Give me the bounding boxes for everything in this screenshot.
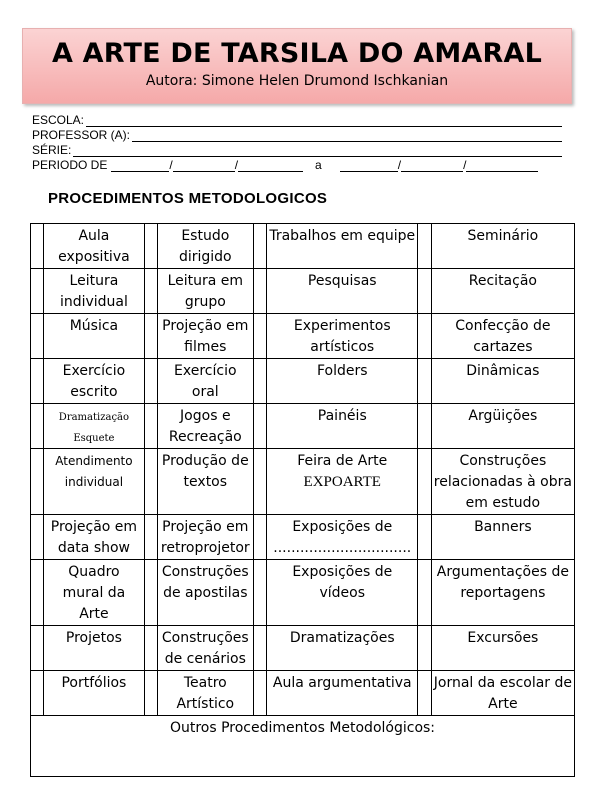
procedure-label: Exposições de ............................... [273,519,412,556]
procedure-label: Quadro mural da Arte [62,564,126,622]
procedure-cell [44,314,144,359]
checkbox-cell[interactable] [253,671,266,716]
procedure-cell [44,359,144,404]
checkbox-cell[interactable] [144,314,157,359]
checkbox-cell[interactable] [418,269,431,314]
expoarte-label: EXPOARTE [303,474,381,490]
procedure-cell [267,560,418,626]
serie-label: SÉRIE: [32,143,72,157]
procedure-label: Trabalhos em equipe [269,228,416,244]
checkbox-cell[interactable] [418,314,431,359]
checkbox-cell[interactable] [418,359,431,404]
checkbox-cell[interactable] [418,449,431,515]
procedure-cell [157,314,253,359]
procedure-label: Estudo dirigido [178,228,232,265]
procedure-cell [157,359,253,404]
procedure-label: Dramatização Esquete [58,412,130,444]
checkbox-cell[interactable] [31,515,44,560]
escola-field[interactable] [86,115,562,127]
procedure-label: Projeção em filmes [162,318,249,355]
table-row [31,224,575,269]
checkbox-cell[interactable] [253,269,266,314]
checkbox-cell[interactable] [253,404,266,449]
checkbox-cell[interactable] [144,515,157,560]
procedure-label: Confecção de cartazes [455,318,551,355]
procedure-cell [267,224,418,269]
periodo-a: a [315,158,322,172]
slash: / [234,158,239,172]
procedure-label: Projeção em retroprojetor [160,519,250,556]
procedure-label: Jogos e Recreação [168,408,242,445]
checkbox-cell[interactable] [144,560,157,626]
procedure-label: Teatro Artístico [176,675,235,712]
escola-label: ESCOLA: [32,113,85,127]
procedure-cell [431,449,574,515]
section-title: PROCEDIMENTOS METODOLOGICOS [48,190,328,207]
procedure-cell [431,671,574,716]
checkbox-cell[interactable] [144,404,157,449]
checkbox-cell[interactable] [418,626,431,671]
checkbox-cell[interactable] [144,626,157,671]
periodo-start-month[interactable] [173,160,235,172]
checkbox-cell[interactable] [31,671,44,716]
procedure-cell [267,626,418,671]
procedure-cell [44,626,144,671]
checkbox-cell[interactable] [31,224,44,269]
procedure-label: Aula expositiva [58,228,130,265]
procedure-label: Leitura em grupo [167,273,244,310]
procedure-label: Aula argumentativa [272,675,412,691]
slash: / [463,158,467,172]
periodo-row [32,157,562,172]
procedure-cell [157,224,253,269]
procedure-label: Excursões [467,630,539,646]
procedure-cell [157,671,253,716]
procedure-label: Projeção em data show [50,519,138,556]
procedure-cell [431,404,574,449]
checkbox-cell[interactable] [253,560,266,626]
checkbox-cell[interactable] [31,560,44,626]
checkbox-cell[interactable] [144,449,157,515]
procedure-cell [44,515,144,560]
procedure-label: Portfólios [61,675,127,691]
table-row [31,515,575,560]
table-row [31,449,575,515]
periodo-end-year[interactable] [466,160,538,172]
procedure-cell [157,269,253,314]
procedure-label: Feira de Arte [297,453,388,469]
procedure-cell [44,671,144,716]
procedure-cell [267,671,418,716]
periodo-end-day[interactable] [340,160,398,172]
checkbox-cell[interactable] [31,404,44,449]
professor-label: PROFESSOR (A): [32,128,131,142]
procedure-label: Atendimento individual [55,454,133,489]
procedure-label: Projetos [65,630,122,646]
professor-field[interactable] [132,130,562,142]
procedure-cell [157,560,253,626]
procedure-cell [431,314,574,359]
procedure-label: Dinâmicas [466,363,540,379]
serie-field[interactable] [73,145,562,157]
procedure-label: Leitura individual [59,273,128,310]
procedure-cell [431,560,574,626]
form-fields [32,112,562,172]
procedure-cell [267,359,418,404]
checkbox-cell[interactable] [253,626,266,671]
table-row [31,560,575,626]
title-banner [22,28,572,104]
procedure-cell [267,314,418,359]
procedure-label: Argüições [468,408,538,424]
outros-label: Outros Procedimentos Metodológicos: [169,720,436,736]
table-row [31,671,575,716]
procedure-label: Jornal da escolar de Arte [433,675,573,712]
table-row [31,314,575,359]
outros-procedimentos[interactable] [31,716,575,777]
serie-row [32,142,562,157]
procedures-table [30,223,575,777]
procedure-label: Construções relacionadas à obra em estudo [433,453,572,511]
procedure-cell [431,269,574,314]
procedure-label: Produção de textos [161,453,249,490]
procedure-cell [431,359,574,404]
procedure-cell [431,515,574,560]
procedure-cell [267,269,418,314]
checkbox-cell[interactable] [253,224,266,269]
procedure-cell [44,269,144,314]
procedure-cell [44,560,144,626]
procedure-cell [267,404,418,449]
procedure-label: Argumentações de reportagens [436,564,569,601]
table-row [31,404,575,449]
slash: / [397,158,402,172]
document-title: A ARTE DE TARSILA DO AMARAL [51,38,542,69]
procedure-cell [431,626,574,671]
procedure-label: Folders [316,363,368,379]
checkbox-cell[interactable] [253,515,266,560]
procedure-label: Construções de apostilas [161,564,249,601]
procedure-cell [44,449,144,515]
escola-row [32,112,562,127]
checkbox-cell[interactable] [31,626,44,671]
checkbox-cell[interactable] [418,671,431,716]
procedure-label: Música [69,318,119,334]
periodo-start-day[interactable] [111,160,169,172]
checkbox-cell[interactable] [31,269,44,314]
procedure-label: Recitação [468,273,537,289]
procedure-cell [44,404,144,449]
procedure-cell [157,515,253,560]
procedure-label: Experimentos artísticos [293,318,391,355]
procedure-label: Painéis [317,408,367,424]
checkbox-cell[interactable] [253,314,266,359]
checkbox-cell[interactable] [31,449,44,515]
table-row [31,359,575,404]
procedure-cell [267,515,418,560]
table-row [31,626,575,671]
checkbox-cell[interactable] [418,224,431,269]
procedure-label: Exercício oral [174,363,237,400]
procedure-cell [267,449,418,515]
checkbox-cell[interactable] [144,224,157,269]
checkbox-cell[interactable] [253,449,266,515]
professor-row [32,127,562,142]
procedure-label: Exercício escrito [62,363,126,400]
procedure-label: Banners [474,519,532,535]
checkbox-cell[interactable] [418,404,431,449]
procedure-cell [157,449,253,515]
procedure-label: Construções de cenários [161,630,249,667]
procedure-cell [44,224,144,269]
procedure-label: Seminário [467,228,539,244]
procedure-label: Pesquisas [307,273,377,289]
procedure-cell [157,404,253,449]
checkbox-cell[interactable] [144,359,157,404]
checkbox-cell[interactable] [144,269,157,314]
periodo-label: PERIODO DE [32,158,108,172]
checkbox-cell[interactable] [31,359,44,404]
checkbox-cell[interactable] [144,671,157,716]
checkbox-cell[interactable] [418,515,431,560]
periodo-start-year[interactable] [238,160,303,172]
checkbox-cell[interactable] [253,359,266,404]
periodo-end-month[interactable] [401,160,463,172]
author-line: Autora: Simone Helen Drumond Ischkanian [145,73,449,89]
table-row [31,269,575,314]
slash: / [169,158,173,172]
procedure-cell [157,626,253,671]
checkbox-cell[interactable] [31,314,44,359]
procedure-label: Exposições de vídeos [292,564,393,601]
procedure-cell [431,224,574,269]
checkbox-cell[interactable] [418,560,431,626]
procedure-label: Dramatizações [289,630,395,646]
